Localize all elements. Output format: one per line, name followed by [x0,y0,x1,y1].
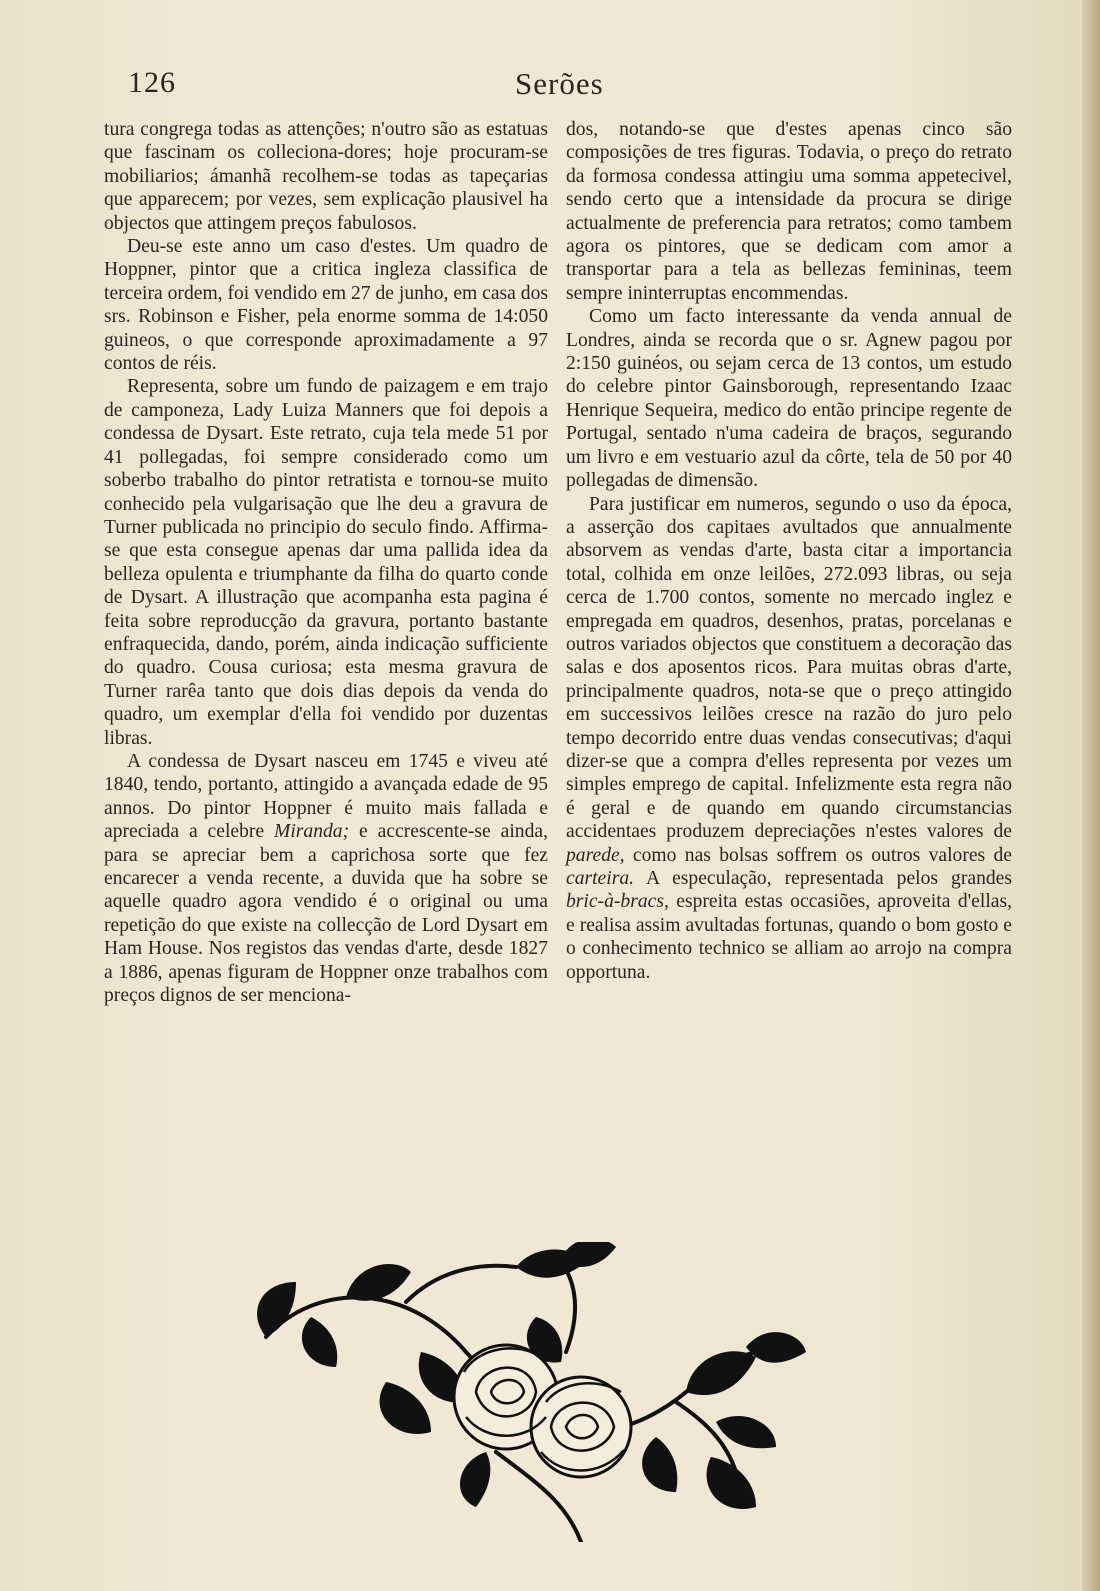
italic-term: bric-à-bracs, [566,891,669,913]
italic-title: Miranda; [274,821,350,843]
rose-branch-icon [236,1242,816,1542]
left-column [104,118,548,1007]
text-run: e accrescente-se ainda, para se apreciar bem a caprichosa sorte que fez encarecer a venda recente, a duvida que ha sobre se aquelle quadro agora vendido é o original ou uma repetição do que existe na collecção de Lord Dysart em Ham House. Nos registos das vendas d'arte, desde 1827 a 1886, apenas figuram de Hoppner onze trabalhos com preços dignos de ser menciona- [104,821,548,1007]
italic-term: carteira. [566,868,635,889]
text-run: espreita estas occasiões, aproveita d'ellas, e realisa assim avultadas fortunas, quando o bom gosto e o conhecimento technico se alliam ao arrojo na compra opportuna. [566,891,1012,983]
page-edge [1082,0,1100,1591]
paragraph [566,493,1012,985]
paragraph [104,750,548,1007]
paragraph: Como um facto interessante da venda annual de Londres, ainda se recorda que o sr. Agnew pagou por 2:150 guinéos, ou sejam cerca de 13 contos, um estudo do celebre pintor Gainsborough, representando Izaac Henrique Sequeira, medico do então principe regente de Portugal, sentado n'uma cadeira de braços, segurando um livro e em vestuario azul da côrte, tela de 50 por 40 pollegadas de dimensão. [566,306,1012,492]
page-number: 126 [128,66,176,99]
paragraph: tura congrega todas as attenções; n'outro são as estatuas que fascinam os colleciona-dores; hoje procuram-se mobiliarios; ámanhã recolhem-se todas as tapeçarias que apparecem; por vezes, sem explicação plausivel ha objectos que attingem preços fabulosos. [104,119,548,234]
paragraph: Deu-se este anno um caso d'estes. Um quadro de Hoppner, pintor que a critica ingleza classifica de terceira ordem, foi vendido em 27 de junho, em casa dos srs. Robinson e Fisher, pela enorme somma de 14:050 guineos, o que corresponde aproximadamente a 97 contos de réis. [104,236,548,375]
page-header [120,66,1050,108]
text-run: A condessa de Dysart nasceu em 1745 e viveu até 1840, tendo, portanto, attingido a avançada edade de 95 annos. Do pintor Hoppner é muito mais fallada e apreciada a celebre [104,750,548,843]
running-title: Serões [515,66,604,101]
text-run: A especulação, representada pelos grandes [634,868,1012,889]
paragraph: Representa, sobre um fundo de paizagem e em trajo de camponeza, Lady Luiza Manners que foi depois a condessa de Dysart. Este retrato, cuja tela mede 51 por 41 pollegadas, foi sempre considerado como um soberbo trabalho do pintor retratista e tornou-se muito conhecido pela vulgarisação que lhe deu a gravura de Turner publicada no principio do seculo findo. Affirma-se que esta consegue apenas dar uma pallida idea da belleza opulenta e triumphante da filha do quarto conde de Dysart. A illustração que acompanha esta pagina é feita sobre reproducção da gravura, portanto bastante enfraquecida, dando, porém, ainda indicação sufficiente do quadro. Cousa curiosa; esta mesma gravura de Turner rarêa tanto que dois dias depois da venda do quadro, um exemplar d'ella foi vendido por duzentas libras. [104,376,548,749]
text-run: Para justificar em numeros, segundo o uso da época, a asserção dos capitaes avultados que annualmente absorvem as vendas d'arte, basta citar a importancia total, colhida em onze leilões, 272.093 libras, ou seja cerca de 1.700 contos, somente no mercado inglez e empregada em quadros, desenhos, pratas, porcelanas e outros variados objectos que constituem a decoração das salas e dos aposentos ricos. Para muitas obras d'arte, principalmente quadros, nota-se que o preço attingido em successivos leilões cresce na razão do juro pelo tempo decorrido entre duas vendas consecutivas; d'aqui dizer-se que a compra d'elles representa por vezes um simples emprego de capital. Infelizmente esta regra não é geral e de quando em quando circumstancias accidentaes produzem depreciações n'estes valores de [566,493,1012,843]
italic-term: parede, [566,844,625,866]
paragraph: dos, notando-se que d'estes apenas cinco são composições de tres figuras. Todavia, o preço do retrato da formosa condessa attingiu uma somma appetecivel, sendo certo que a intensidade da procura se dirige actualmente de preferencia para retratos; como tambem agora os pintores, que se dedicam com amor a transportar para a tela as bellezas femininas, teem sempre ininterruptas encommendas. [566,119,1012,304]
right-column [566,118,1012,984]
text-run: como nas bolsas soffrem os outros valores de [624,844,1012,866]
